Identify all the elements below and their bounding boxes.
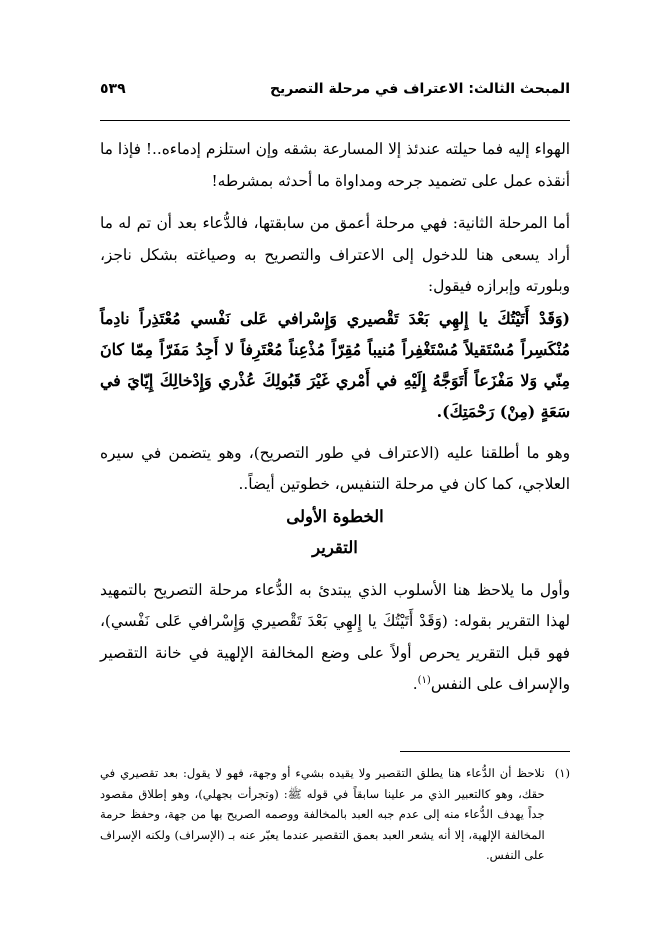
paragraph-report <box>100 575 570 701</box>
running-head <box>100 76 570 102</box>
footnote <box>100 763 570 866</box>
section-heading-subtitle: التقرير <box>312 538 358 557</box>
paragraph-stage-two: أما المرحلة الثانية: فهي مرحلة أعمق من سابقتها، فالدُّعاء بعد أن تم له ما أراد يسعى هنا للدخول إلى الاعتراف والتصريح به وصياغته بشكل ناجز، وبلورته وإبرازه فيقول: <box>100 214 570 295</box>
page-number: ٥٣٩ <box>100 81 126 97</box>
footnote-number: (١) <box>554 766 570 780</box>
footnote-text: نلاحظ أن الدُّعاء هنا يطلق التقصير ولا يقيده بشيء أو وجهة، فهو لا يقول: بعد تقصيري في حقك، وهو كالتعبير الذي مر علينا سابقاً في قوله ﷺ: (وتجرأت بجهلي)، وهو إطلاق مقصود جداً يهدف الدُّعاء منه إلى عدم جبه العبد بالمخالفة ووصمه الصريح بها من جهة، وحفظ حرمة المخالفة الإلهية، إلا أنه يشعر العبد بعمق التقصير عندما يعبّر عنه بـ (الإسراف) ولكنه الإسراف على النفس. <box>100 766 545 862</box>
footnote-rule <box>400 751 570 752</box>
body-text <box>100 134 570 701</box>
paragraph-continuation: الهواء إليه فما حيلته عندئذ إلا المسارعة بشقه وإن استلزم إدماءه..! فإذا ما أنقذه عمل على تضميد جرحه ومداواة ما أحدثه بمشرطه! <box>100 140 570 190</box>
paragraph-report-end: . <box>412 675 418 693</box>
header-rule <box>100 120 570 121</box>
section-title: المبحث الثالث: الاعتراف في مرحلة التصريح <box>269 81 570 97</box>
footnote-reference[interactable]: (١) <box>417 674 431 686</box>
section-heading-step: الخطوة الأولى <box>286 506 384 526</box>
paragraph-explanation: وهو ما أطلقنا عليه (الاعتراف في طور التصريح)، وهو يتضمن في سيره العلاجي، كما كان في مرحلة التنفيس، خطوتين أيضاً.. <box>100 443 570 493</box>
supplication-quote: (وَقَدْ أَتَيْتُكَ يا إِلهِي بَعْدَ تَقْصيري وَإِسْرافي عَلى نَفْسي مُعْتَذِراً نادِماً مُنْكَسِراً مُسْتَقيلاً مُسْتَغْفِراً مُنيباً مُقِرّاً مُذْعِناً مُعْتَرِفاً لا أَجِدُ مَفَرّاً مِمّا كانَ مِنّي وَلا مَفْزَعاً أَتَوَجَّهُ إِلَيْهِ في أَمْري غَيْرَ قَبُولِكَ عُذْري وَإِدْخالِكَ إِيّايَ في سَعَةٍ (مِنْ) رَحْمَتِكَ). <box>100 308 570 421</box>
paragraph-report-text: وأول ما يلاحظ هنا الأسلوب الذي يبتدئ به الدُّعاء مرحلة التصريح بالتمهيد لهذا التقرير بقوله: (وَقَدْ أَتَيْتُكَ يا إِلهِي بَعْدَ تَقْصيري وَإِسْرافي عَلى نَفْسي)، فهو قبل التقرير يحرص أولاً على وضع المخالفة الإلهية في خانة التقصير والإسراف على النفس <box>100 580 570 693</box>
